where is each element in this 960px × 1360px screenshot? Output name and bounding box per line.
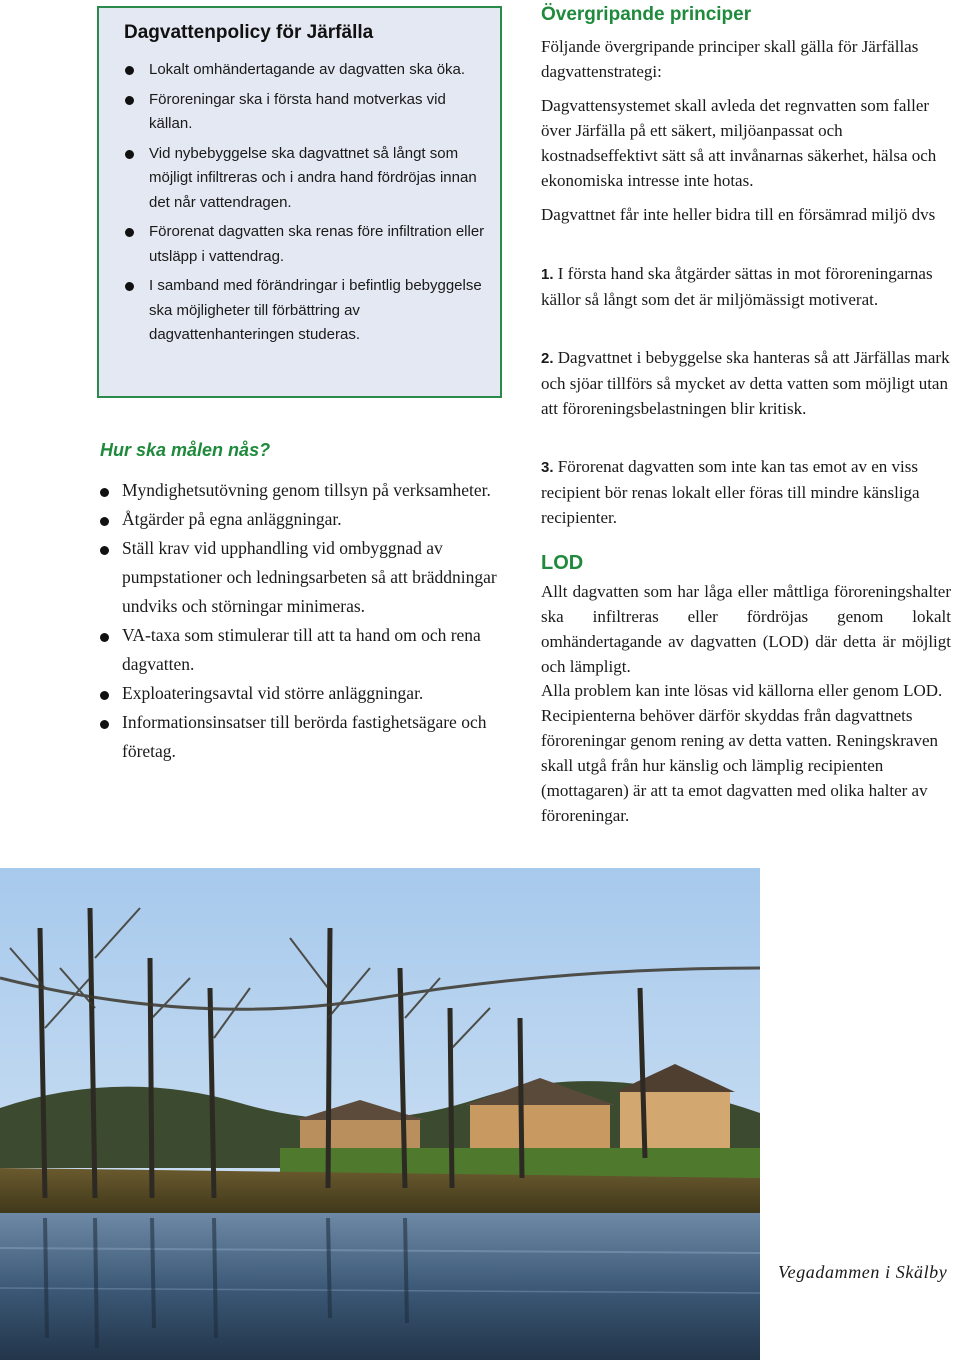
principles-heading: Övergripande principer bbox=[541, 4, 752, 25]
list-item: Lokalt omhändertagande av dagvatten ska öka. bbox=[124, 58, 489, 83]
list-item: Exploateringsavtal vid större anläggningar. bbox=[98, 679, 498, 708]
list-item: Åtgärder på egna anläggningar. bbox=[98, 505, 498, 534]
list-item: VA-taxa som stimulerar till att ta hand om och rena dagvatten. bbox=[98, 621, 498, 679]
principle-item: 3. Förorenat dagvatten som inte kan tas emot av en viss recipient bör renas lokalt eller föras till mindre känsliga recipienter. bbox=[541, 457, 920, 527]
bullet-icon bbox=[100, 691, 109, 700]
pond-landscape-image bbox=[0, 868, 760, 1360]
pond-photo bbox=[0, 868, 760, 1360]
bullet-icon bbox=[100, 488, 109, 497]
bullet-icon bbox=[100, 633, 109, 642]
principles-paragraph: Dagvattnet får inte heller bidra till en försämrad miljö dvs bbox=[541, 205, 936, 224]
bullet-icon bbox=[125, 282, 134, 291]
principle-item: 2. Dagvattnet i bebyggelse ska hanteras så att Järfällas mark och sjöar tillförs så mycket av detta vatten som möjligt utan att föroreningsbelastningen blir kritisk. bbox=[541, 348, 950, 418]
howto-list bbox=[98, 476, 498, 766]
bullet-icon bbox=[100, 546, 109, 555]
principles-intro: Följande övergripande principer skall gälla för Järfällas dagvattenstrategi: bbox=[541, 37, 919, 81]
howto-heading: Hur ska målen nås? bbox=[100, 440, 271, 460]
bullet-icon bbox=[125, 228, 134, 237]
list-item: I samband med förändringar i befintlig bebyggelse ska möjligheter till förbättring av dagvattenhanteringen studeras. bbox=[124, 274, 489, 348]
lod-paragraph: Alla problem kan inte lösas vid källorna eller genom LOD. Recipienterna behöver därför skyddas från dagvattnets föroreningar genom rening av detta vatten. Reningskraven skall utgå från hur känslig och lämplig recipienten (mottagaren) är att ta emot dagvatten med olika halter av föroreningar. bbox=[541, 681, 943, 825]
list-item: Informationsinsatser till berörda fastighetsägare och företag. bbox=[98, 708, 498, 766]
bullet-icon bbox=[125, 150, 134, 159]
photo-caption: Vegadammen i Skälby bbox=[778, 1262, 948, 1282]
bullet-icon bbox=[100, 720, 109, 729]
lod-heading: LOD bbox=[541, 552, 584, 574]
list-item: Myndighetsutövning genom tillsyn på verksamheter. bbox=[98, 476, 498, 505]
list-item: Ställ krav vid upphandling vid ombyggnad av pumpstationer och ledningsarbeten så att bräddningar undviks och störningar minimeras. bbox=[98, 534, 498, 621]
principle-item: 1. I första hand ska åtgärder sättas in mot föroreningarnas källor så långt som det är miljömässigt motiverat. bbox=[541, 264, 933, 309]
list-item: Föroreningar ska i första hand motverkas vid källan. bbox=[124, 88, 489, 137]
policy-title: Dagvattenpolicy för Järfälla bbox=[124, 22, 374, 43]
list-item: Förorenat dagvatten ska renas före infiltration eller utsläpp i vattendrag. bbox=[124, 220, 489, 269]
principles-paragraph: Dagvattensystemet skall avleda det regnvatten som faller över Järfälla på ett säkert, miljöanpassat och kostnadseffektivt sätt så att invånarnas säkerhet, hälsa och ekonomiska intresse inte hotas. bbox=[541, 96, 937, 190]
bullet-icon bbox=[125, 96, 134, 105]
bullet-icon bbox=[125, 66, 134, 75]
list-item: Vid nybebyggelse ska dagvattnet så långt som möjligt infiltreras och i andra hand fördröjas innan det når vattendragen. bbox=[124, 142, 489, 216]
policy-list bbox=[124, 58, 489, 353]
lod-paragraph: Allt dagvatten som har låga eller måttliga föroreningshalter ska infiltreras eller fördröjas genom lokalt omhändertagande av dagvatten (LOD) där detta är möjligt och lämpligt. bbox=[541, 582, 951, 676]
bullet-icon bbox=[100, 517, 109, 526]
